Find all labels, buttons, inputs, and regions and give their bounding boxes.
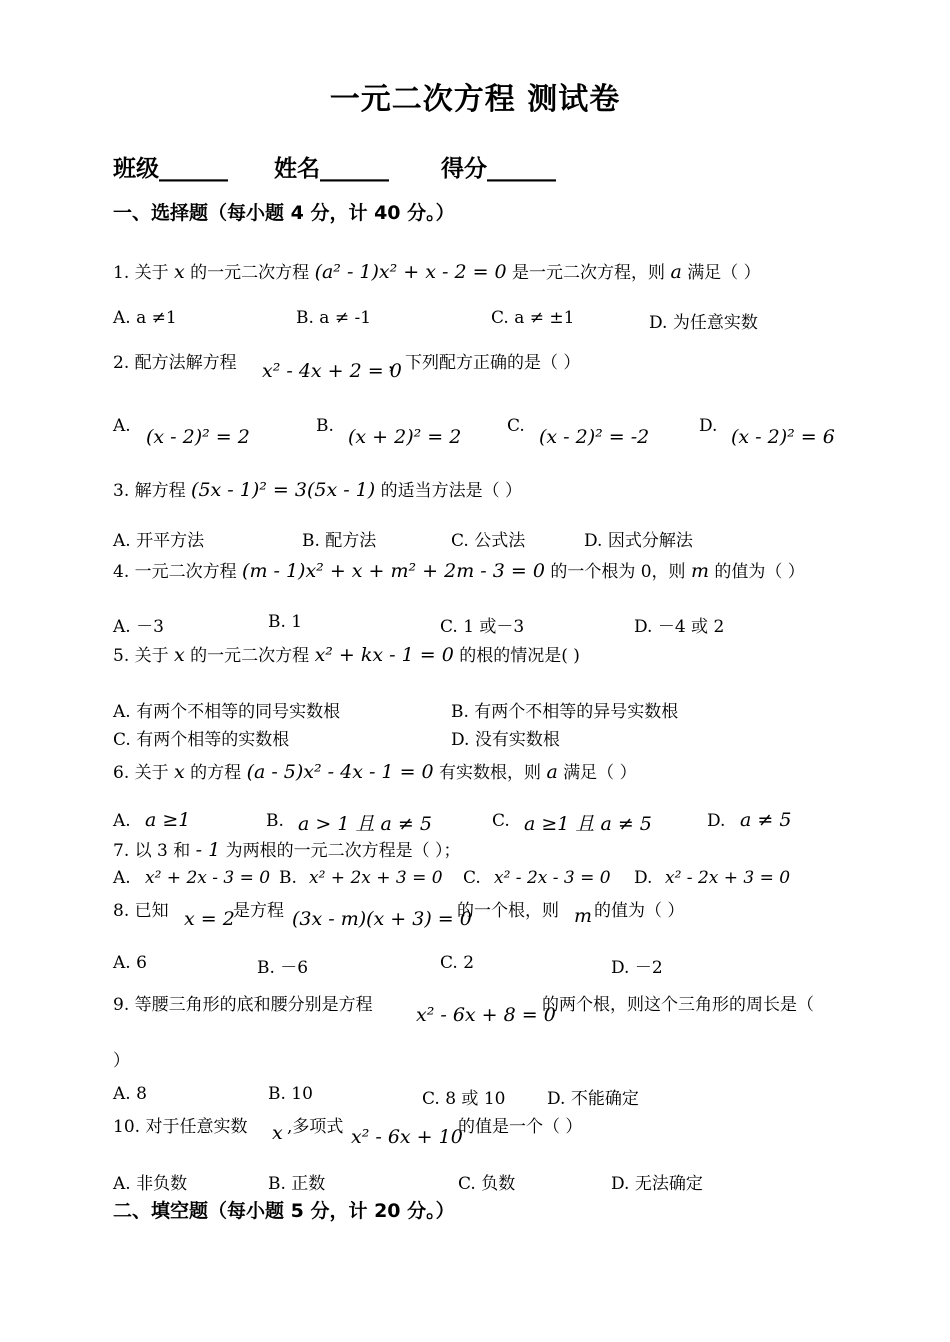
q7-option-a: A. (113, 868, 131, 888)
q7-option-d-eq: x² - 2x + 3 = 0 (665, 868, 791, 888)
q3-option-d: D. 因式分解法 (584, 531, 693, 551)
q6-option-b: B. (266, 811, 284, 831)
q3-option-c: C. 公式法 (451, 531, 526, 551)
page-title: 一元二次方程 测试卷 (329, 82, 621, 117)
question-8-root: x = 2 (184, 908, 235, 930)
q7-option-b-eq: x² + 2x + 3 = 0 (309, 868, 443, 888)
q2-option-a: A. (113, 416, 131, 436)
q5-option-d: D. 没有实数根 (451, 730, 560, 750)
q1-option-b: B. a ≠ -1 (296, 308, 372, 328)
q2-option-b-eq: (x + 2)² = 2 (348, 426, 462, 448)
section-fill-heading: 二、填空题（每小题 5 分，计 20 分。） (113, 1200, 455, 1222)
q7-option-d: D. (634, 868, 653, 888)
q7-option-b: B. (279, 868, 297, 888)
name-field: 姓名______ (274, 156, 389, 182)
q4-option-c: C. 1 或－3 (440, 617, 525, 637)
q2-option-a-eq: (x - 2)² = 2 (146, 426, 250, 448)
equation: (m - 1)x² + x + m² + 2m - 3 = 0 (242, 560, 545, 582)
q1-option-a: A. a ≠1 (113, 308, 177, 328)
q9-option-d: D. 不能确定 (547, 1089, 639, 1109)
question-9-close: ） (113, 1051, 130, 1071)
question-9-tail: 的两个根，则这个三角形的周长是（ (542, 995, 814, 1015)
q8-option-a: A. 6 (113, 953, 147, 973)
q5-option-a: A. 有两个不相等的同号实数根 (113, 702, 341, 722)
q2-option-b: B. (316, 416, 334, 436)
question-9-equation: x² - 6x + 8 = 0 (416, 1004, 556, 1026)
equation: (5x - 1)² = 3(5x - 1) (191, 479, 376, 501)
question-4: 4. 一元二次方程 (m - 1)x² + x + m² + 2m - 3 = 0 的一个根为 0，则 m 的值为（ ） (113, 560, 805, 582)
q1-option-d: D. 为任意实数 (649, 313, 758, 333)
q6-option-b-eq: a > 1 且 a ≠ 5 (298, 813, 432, 835)
question-8-lead: 8. 已知 (113, 901, 169, 921)
equation: (a - 5)x² - 4x - 1 = 0 (246, 761, 434, 783)
q1-option-c: C. a ≠ ±1 (491, 308, 575, 328)
q6-option-d-eq: a ≠ 5 (740, 809, 792, 831)
q5-option-b: B. 有两个不相等的异号实数根 (451, 702, 679, 722)
question-8-mid: 是方程 (233, 901, 284, 921)
q8-option-c: C. 2 (440, 953, 475, 973)
q7-option-a-eq: x² + 2x - 3 = 0 (145, 868, 271, 888)
q8-option-d: D. －2 (611, 958, 663, 978)
question-8-var: m (574, 905, 593, 927)
q8-option-b: B. －6 (257, 958, 309, 978)
q2-option-c-eq: (x - 2)² = -2 (539, 426, 650, 448)
class-field: 班级______ (113, 156, 228, 182)
question-6: 6. 关于 x 的方程 (a - 5)x² - 4x - 1 = 0 有实数根，则 a 满足（ ） (113, 761, 637, 783)
question-3: 3. 解方程 (5x - 1)² = 3(5x - 1) 的适当方法是（ ） (113, 479, 522, 501)
question-8-end: 的值为（ ） (594, 901, 685, 921)
question-10-var: x (272, 1122, 283, 1144)
q4-option-b: B. 1 (268, 612, 303, 632)
score-field: 得分______ (441, 156, 556, 182)
q9-option-b: B. 10 (268, 1084, 313, 1104)
q2-option-d-eq: (x - 2)² = 6 (731, 426, 835, 448)
question-10-tail: 的值是一个（ ） (458, 1117, 583, 1137)
equation: (a² - 1)x² + x - 2 = 0 (314, 261, 507, 283)
q3-option-b: B. 配方法 (302, 531, 377, 551)
q5-option-c: C. 有两个相等的实数根 (113, 730, 290, 750)
q9-option-a: A. 8 (113, 1084, 147, 1104)
question-7: 7. 以 3 和 - 1 为两根的一元二次方程是（ ）； (113, 839, 461, 861)
q10-option-a: A. 非负数 (113, 1174, 188, 1194)
q9-option-c: C. 8 或 10 (422, 1089, 506, 1109)
q6-option-c: C. (492, 811, 510, 831)
root-value: - 1 (195, 839, 221, 861)
question-2-text: 2. 配方法解方程 (113, 353, 237, 373)
question-2-equation: x² - 4x + 2 = 0 (262, 360, 402, 382)
question-2-tail: ，下列配方正确的是（ ） (388, 353, 581, 373)
question-1: 1. 关于 x 的一元二次方程 (a² - 1)x² + x - 2 = 0 是一元二次方程，则 a 满足（ ） (113, 261, 761, 283)
q6-option-c-eq: a ≥1 且 a ≠ 5 (524, 813, 652, 835)
section-choice-heading: 一、选择题（每小题 4 分，计 40 分。） (113, 202, 455, 224)
q10-option-b: B. 正数 (268, 1174, 326, 1194)
q6-option-a-eq: a ≥1 (145, 809, 191, 831)
question-8-equation: (3x - m)(x + 3) = 0 (292, 908, 472, 930)
q10-option-d: D. 无法确定 (611, 1174, 703, 1194)
q4-option-a: A. －3 (113, 617, 164, 637)
q7-option-c: C. (463, 868, 481, 888)
question-8-tail: 的一个根，则 (457, 901, 559, 921)
q2-option-d: D. (699, 416, 718, 436)
q4-option-d: D. －4 或 2 (634, 617, 725, 637)
q10-option-c: C. 负数 (458, 1174, 516, 1194)
q2-option-c: C. (507, 416, 525, 436)
q7-option-c-eq: x² - 2x - 3 = 0 (494, 868, 611, 888)
question-5: 5. 关于 x 的一元二次方程 x² + kx - 1 = 0 的根的情况是( ) (113, 644, 580, 666)
equation: x² + kx - 1 = 0 (314, 644, 454, 666)
q6-option-d: D. (707, 811, 726, 831)
question-9-lead: 9. 等腰三角形的底和腰分别是方程 (113, 995, 373, 1015)
question-10-expression: x² - 6x + 10 (351, 1126, 463, 1148)
q6-option-a: A. (113, 811, 131, 831)
q3-option-a: A. 开平方法 (113, 531, 205, 551)
question-10-mid: ,多项式 (287, 1117, 344, 1137)
question-10-lead: 10. 对于任意实数 (113, 1117, 248, 1137)
